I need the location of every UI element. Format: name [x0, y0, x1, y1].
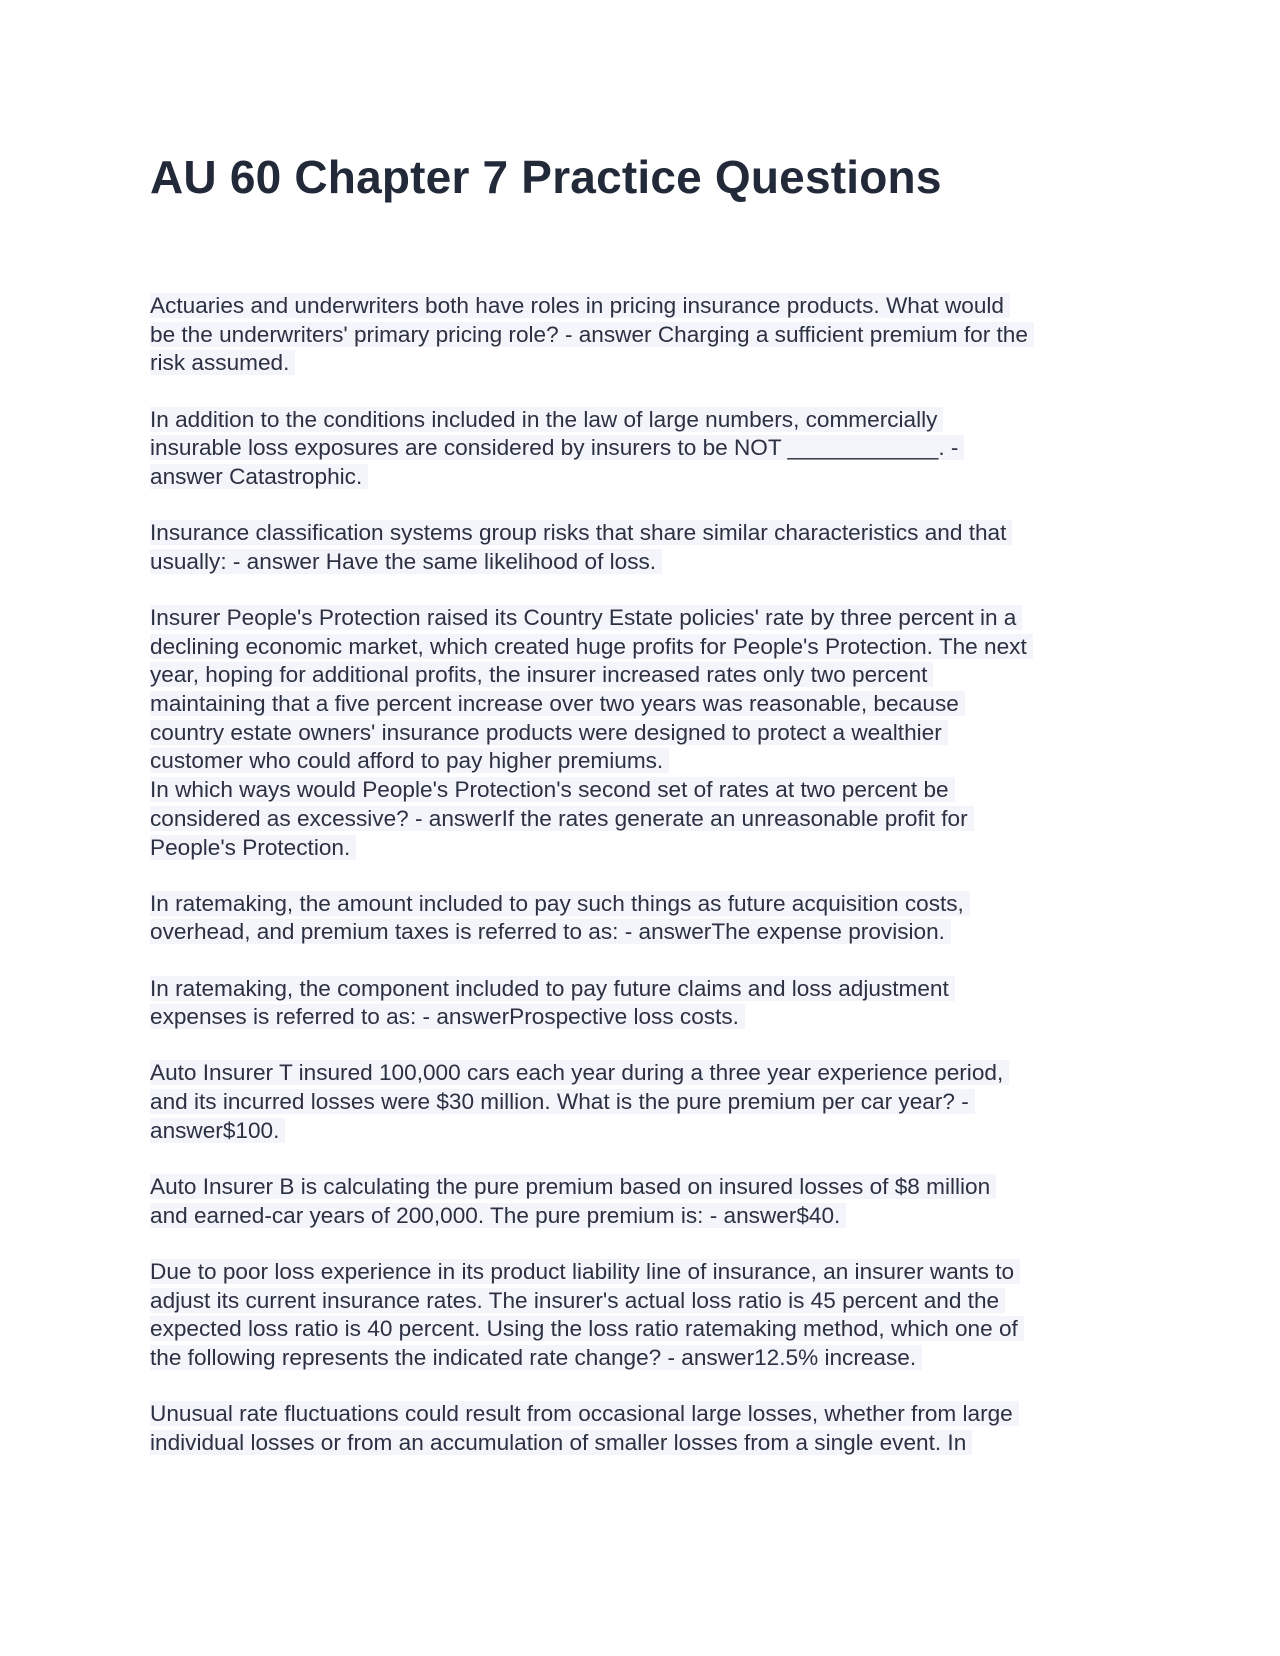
text-line [150, 890, 1150, 919]
text-line-content: risk assumed. [150, 350, 295, 375]
text-line-content: In ratemaking, the amount included to pay such things as future acquisition costs, [150, 891, 970, 916]
text-line [150, 805, 1150, 834]
text-line [150, 661, 1150, 690]
text-line [150, 349, 1150, 378]
text-line-content: In which ways would People's Protection's second set of rates at two percent be [150, 777, 955, 802]
text-line [150, 834, 1150, 863]
text-line [150, 747, 1150, 776]
text-line-content: insurable loss exposures are considered by insurers to be NOT ____________. - [150, 435, 964, 460]
question-paragraph [150, 292, 1150, 378]
text-line-content: adjust its current insurance rates. The insurer's actual loss ratio is 45 percent and the [150, 1288, 1005, 1313]
text-line-content: individual losses or from an accumulation of smaller losses from a single event. In [150, 1430, 972, 1455]
text-line-content: maintaining that a five percent increase over two years was reasonable, because [150, 691, 965, 716]
text-line-content: answer$100. [150, 1118, 285, 1143]
text-line [150, 604, 1150, 633]
text-line-content: expected loss ratio is 40 percent. Using the loss ratio ratemaking method, which one of [150, 1316, 1024, 1341]
text-line [150, 434, 1150, 463]
text-line-content: Insurer People's Protection raised its Country Estate policies' rate by three percent in a [150, 605, 1022, 630]
text-line [150, 406, 1150, 435]
text-line-content: customer who could afford to pay higher premiums. [150, 748, 669, 773]
page-title: AU 60 Chapter 7 Practice Questions [150, 151, 942, 203]
text-line-content: Auto Insurer T insured 100,000 cars each year during a three year experience period, [150, 1060, 1009, 1085]
text-line-content: Due to poor loss experience in its product liability line of insurance, an insurer wants to [150, 1259, 1020, 1284]
question-paragraph [150, 890, 1150, 947]
text-line-content: usually: - answer Have the same likelihood of loss. [150, 549, 662, 574]
text-line-content: Auto Insurer B is calculating the pure premium based on insured losses of $8 million [150, 1174, 996, 1199]
text-line [150, 321, 1150, 350]
text-line [150, 1258, 1150, 1287]
question-paragraph [150, 1400, 1150, 1457]
text-line-content: considered as excessive? - answerIf the rates generate an unreasonable profit for [150, 806, 974, 831]
text-line-content: year, hoping for additional profits, the insurer increased rates only two percent [150, 662, 933, 687]
text-line-content: expenses is referred to as: - answerProspective loss costs. [150, 1004, 745, 1029]
question-paragraph [150, 1173, 1150, 1230]
text-line-content: People's Protection. [150, 835, 356, 860]
text-line [150, 975, 1150, 1004]
text-line [150, 1003, 1150, 1032]
text-line [150, 463, 1150, 492]
document-body [150, 292, 1150, 1485]
text-line-content: In addition to the conditions included in the law of large numbers, commercially [150, 407, 943, 432]
text-line [150, 1287, 1150, 1316]
text-line-content: the following represents the indicated rate change? - answer12.5% increase. [150, 1345, 922, 1370]
text-line-content: answer Catastrophic. [150, 464, 368, 489]
question-paragraph [150, 975, 1150, 1032]
text-line [150, 1400, 1150, 1429]
text-line [150, 776, 1150, 805]
text-line [150, 1059, 1150, 1088]
text-line-content: Actuaries and underwriters both have roles in pricing insurance products. What would [150, 293, 1010, 318]
text-line-content: be the underwriters' primary pricing role? - answer Charging a sufficient premium for the [150, 322, 1034, 347]
text-line [150, 519, 1150, 548]
text-line-content: overhead, and premium taxes is referred to as: - answerThe expense provision. [150, 919, 951, 944]
text-line [150, 1429, 1150, 1458]
text-line-content: Unusual rate fluctuations could result from occasional large losses, whether from large [150, 1401, 1019, 1426]
text-line [150, 1117, 1150, 1146]
text-line [150, 633, 1150, 662]
text-line-content: country estate owners' insurance products were designed to protect a wealthier [150, 720, 948, 745]
text-line [150, 918, 1150, 947]
question-paragraph [150, 1059, 1150, 1145]
question-paragraph [150, 1258, 1150, 1373]
text-line-content: In ratemaking, the component included to pay future claims and loss adjustment [150, 976, 955, 1001]
question-paragraph [150, 406, 1150, 492]
text-line [150, 1088, 1150, 1117]
question-paragraph [150, 604, 1150, 862]
text-line-content: and its incurred losses were $30 million. What is the pure premium per car year? - [150, 1089, 975, 1114]
text-line-content: Insurance classification systems group risks that share similar characteristics and that [150, 520, 1012, 545]
question-paragraph [150, 519, 1150, 576]
text-line [150, 1202, 1150, 1231]
text-line [150, 1344, 1150, 1373]
text-line [150, 292, 1150, 321]
text-line-content: declining economic market, which created huge profits for People's Protection. The next [150, 634, 1033, 659]
text-line-content: and earned-car years of 200,000. The pure premium is: - answer$40. [150, 1203, 846, 1228]
text-line [150, 719, 1150, 748]
text-line [150, 1315, 1150, 1344]
text-line [150, 690, 1150, 719]
text-line [150, 1173, 1150, 1202]
text-line [150, 548, 1150, 577]
